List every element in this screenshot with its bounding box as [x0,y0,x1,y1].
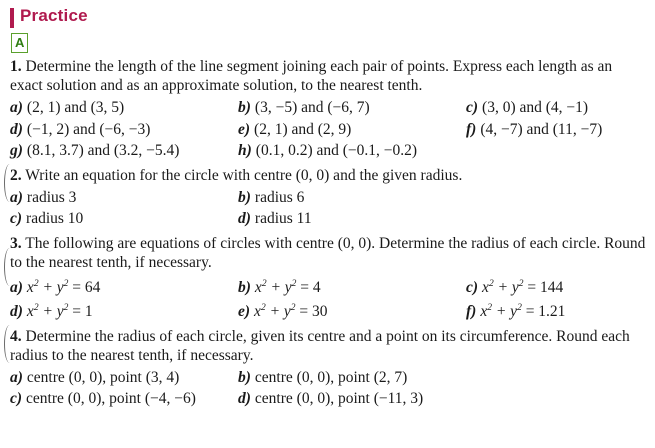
practice-header [10,6,647,28]
question-4-parts [10,368,647,409]
question-1-number: 1. [10,58,22,75]
part-mid: + y [38,278,64,296]
part-label: a) [10,188,23,206]
part-label: f) [466,303,477,321]
part-label: c) [466,99,479,116]
part-text: centre (0, 0), point (2, 7) [254,368,408,386]
part-d [238,209,647,229]
part-rhs: = 144 [523,278,564,296]
part-lhs: x [254,303,261,321]
part-lhs: x [26,278,34,296]
question-3 [10,234,647,322]
part-label: g) [10,142,23,159]
part-mid: + y [266,278,292,296]
part-text: (3, −5) and (−6, 7) [254,99,370,116]
question-1 [10,57,647,161]
part-label: f) [466,120,477,138]
page-title: Practice [20,6,88,25]
part-label: b) [238,278,251,296]
part-label: a) [10,368,23,386]
exponent: 2 [261,278,267,289]
question-2-parts [10,188,647,229]
part-h [238,141,466,161]
part-label: a) [10,99,23,116]
part-lhs: x [480,303,488,321]
part-label: d) [10,120,23,138]
part-rhs: = 4 [296,278,321,296]
exponent: 2 [518,278,524,289]
exponent: 2 [517,303,522,314]
part-text: (4, −7) and (11, −7) [480,120,603,138]
part-c [466,275,647,298]
part-rhs: = 1 [68,303,93,321]
part-lhs: x [26,303,34,321]
part-d [10,299,238,322]
part-text: centre (0, 0), point (−11, 3) [254,390,424,408]
part-label: b) [238,99,251,116]
question-3-text: The following are equations of circles with centre (0, 0). Determine the radius of each circle. Round to the nearest tenth, if necessary. [10,234,646,271]
part-text: radius 10 [26,210,84,227]
question-3-number: 3. [10,234,22,252]
question-4-text: Determine the radius of each circle, given its centre and a point on its circumference. Round each radius to the nearest tenth, if necessary. [10,327,630,364]
part-label: e) [238,120,251,138]
exponent: 2 [487,303,492,314]
part-mid: + y [38,303,64,321]
part-g [10,141,238,161]
part-b [238,368,647,388]
part-c [10,209,238,229]
part-label: e) [238,303,251,321]
question-4 [10,327,647,409]
part-label: c) [466,278,479,296]
part-c [10,389,238,409]
part-label: c) [10,390,23,408]
part-text: (8.1, 3.7) and (3.2, −5.4) [26,142,180,159]
part-c [466,98,647,118]
exponent: 2 [290,303,296,314]
part-rhs: = 64 [68,278,101,296]
exponent: 2 [260,303,266,314]
question-3-stem [10,234,647,272]
part-label: h) [238,142,252,159]
exponent: 2 [63,278,69,289]
question-4-stem [10,327,647,365]
question-1-stem [10,57,647,95]
part-label: d) [238,390,251,408]
part-text: centre (0, 0), point (−4, −6) [26,390,196,408]
question-2-number: 2. [10,166,22,184]
part-e [238,120,466,140]
part-label: b) [238,188,251,206]
part-b [238,275,466,298]
part-mid: + y [493,278,519,296]
practice-accent-bar [10,8,14,28]
exponent: 2 [488,278,494,289]
part-lhs: x [254,278,262,296]
question-2 [10,166,647,229]
part-text: (3, 0) and (4, −1) [482,99,589,116]
part-d [10,120,238,140]
part-rhs: = 1.21 [521,303,566,321]
part-b [238,188,647,208]
part-text: (2, 1) and (3, 5) [26,99,125,116]
part-a [10,275,238,298]
part-a [10,368,238,388]
part-label: d) [10,303,23,321]
part-text: (−1, 2) and (−6, −3) [26,120,151,138]
part-text: (0.1, 0.2) and (−0.1, −0.2) [255,142,418,159]
part-f [466,299,647,322]
question-3-parts [10,275,647,322]
part-text: centre (0, 0), point (3, 4) [26,368,180,386]
exponent: 2 [33,278,39,289]
question-1-text: Determine the length of the line segment joining each pair of points. Express each length as an exact solution and as an approximate solution, to the nearest tenth. [10,58,613,94]
question-2-stem [10,166,647,185]
part-label: c) [10,210,23,227]
part-e [238,299,466,322]
part-mid: + y [265,303,291,321]
part-label: b) [238,368,251,386]
part-text: radius 11 [254,210,312,227]
part-rhs: = 30 [295,303,328,321]
part-label: a) [10,278,23,296]
exponent: 2 [63,303,69,314]
section-letter-badge: A [11,33,28,53]
exponent: 2 [33,303,39,314]
part-lhs: x [482,278,489,296]
part-text: radius 6 [254,188,305,206]
question-4-number: 4. [10,327,22,345]
exponent: 2 [291,278,297,289]
part-text: radius 3 [26,188,77,206]
part-a [10,188,238,208]
part-a [10,98,238,118]
part-d [238,389,647,409]
part-label: d) [238,210,251,227]
question-2-text: Write an equation for the circle with centre (0, 0) and the given radius. [25,166,463,184]
part-mid: + y [491,303,518,321]
part-f [466,120,647,140]
part-b [238,98,466,118]
part-text: (2, 1) and (2, 9) [254,120,352,138]
question-1-parts [10,98,647,161]
